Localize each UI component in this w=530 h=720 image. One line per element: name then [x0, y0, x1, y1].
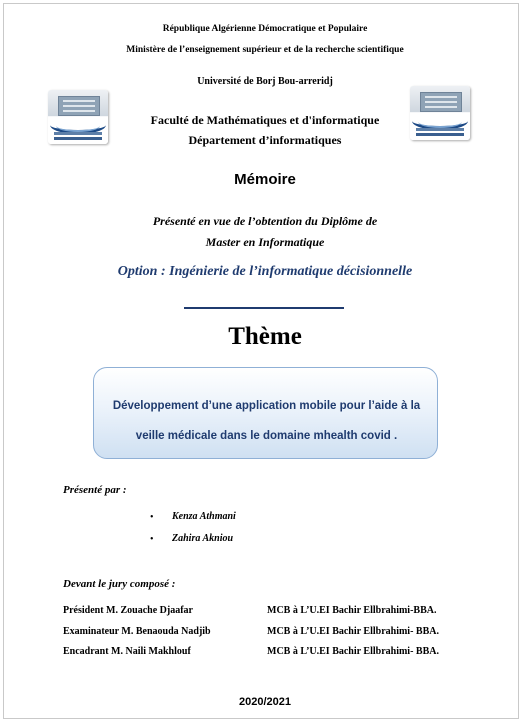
faculty-line: Faculté de Mathématiques et d'informatique — [150, 113, 380, 127]
department-line: Département d’informatiques — [188, 133, 342, 147]
ministry-line: Ministère de l’enseignement supérieur et de la recherche scientifique — [126, 45, 404, 55]
theme-box — [93, 367, 438, 459]
student-name: Zahira Akniou — [172, 533, 234, 544]
academic-year: 2020/2021 — [239, 696, 291, 708]
option-line: Option : Ingénierie de l’informatique décisionnelle — [117, 264, 413, 279]
jury-affiliation: MCB à L’U.EI Bachir Ellbrahimi- BBA. — [267, 646, 439, 657]
jury-label: Devant le jury composé : — [63, 578, 176, 590]
presented-by-label: Présenté par : — [63, 484, 127, 496]
presented-line-1: Présenté en vue de l’obtention du Diplôme de — [152, 214, 378, 228]
presented-line-2: Master en Informatique — [205, 235, 325, 249]
bullet-icon: • — [150, 512, 154, 523]
jury-row — [0, 626, 530, 640]
jury-role: Examinateur M. Benaouda Nadjib — [63, 626, 211, 637]
bullet-icon: • — [150, 534, 154, 545]
jury-row — [0, 605, 530, 619]
jury-role: Encadrant M. Naili Makhlouf — [63, 646, 191, 657]
jury-role: Président M. Zouache Djaafar — [63, 605, 193, 616]
university-line: Université de Borj Bou-arreridj — [197, 76, 333, 87]
republic-line: République Algérienne Démocratique et Populaire — [162, 24, 368, 34]
divider — [184, 307, 344, 309]
student-name: Kenza Athmani — [172, 511, 236, 522]
jury-affiliation: MCB à L’U.EI Bachir Ellbrahimi-BBA. — [267, 605, 437, 616]
theme-line-2: veille médicale dans le domaine mhealth covid . — [135, 430, 398, 442]
jury-row — [0, 646, 530, 660]
jury-affiliation: MCB à L’U.EI Bachir Ellbrahimi- BBA. — [267, 626, 439, 637]
theme-heading: Thème — [228, 323, 302, 350]
memoire-title: Mémoire — [234, 171, 296, 188]
theme-line-1: Développement d’une application mobile pour l’aide à la — [112, 400, 421, 412]
